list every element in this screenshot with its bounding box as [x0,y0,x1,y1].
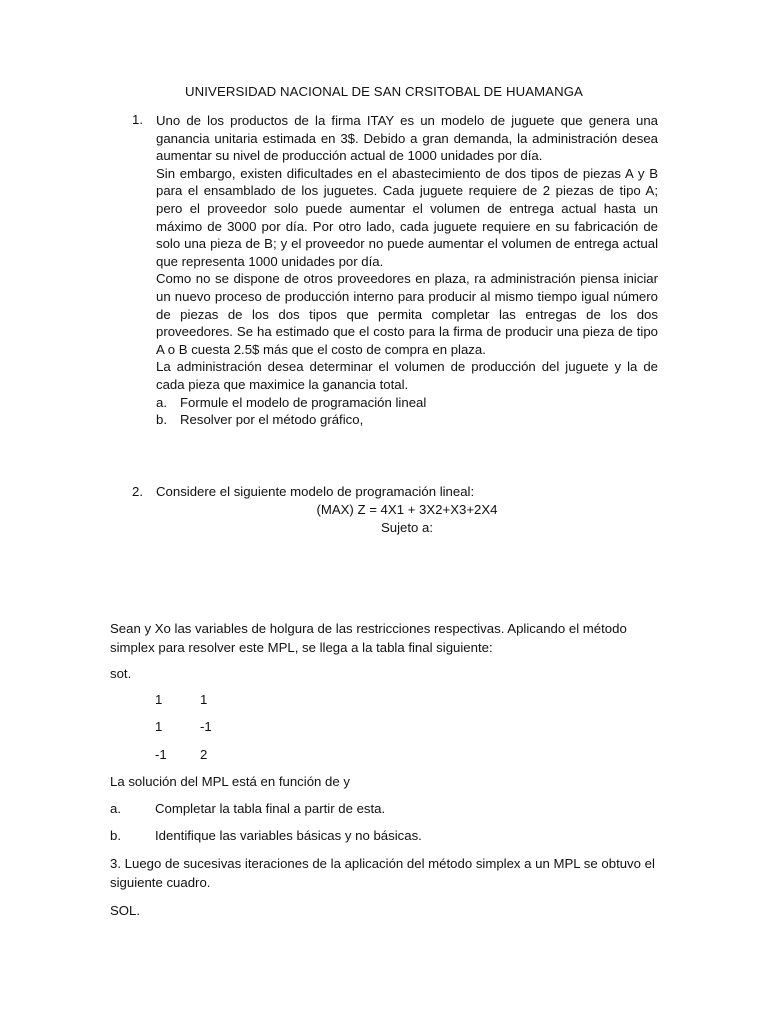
table-cell: 1 [155,719,163,734]
objective-function: (MAX) Z = 4X1 + 3X2+X3+2X4 [316,502,498,517]
sol-label: SOL. [110,903,141,918]
question-1-paragraph: La administración desea determinar el volumen de producción del juguete y la de cada pieza que maximice la ganancia total. [156,359,658,392]
question-3-text: 3. Luego de sucesivas iteraciones de la aplicación del método simplex a un MPL se obtuvo el siguiente cuadro. [110,856,655,890]
question-3 [110,855,670,892]
item-text: Formule el modelo de programación lineal [180,394,427,410]
item-label: a. [156,394,167,410]
table-cell: -1 [200,719,212,734]
table-cell: 1 [155,692,163,707]
table-cell: -1 [155,747,167,762]
item-label: b. [110,828,121,843]
slack-description [110,620,670,657]
slack-text: Sean y Xo las variables de holgura de las restricciones respectivas. Aplicando el método simplex para resolver este MPL, se llega a la tabla final siguiente: [110,621,627,655]
question-2-intro: Considere el siguiente modelo de programación lineal: [156,484,475,499]
question-1-paragraph: Uno de los productos de la firma ITAY es un modelo de juguete que genera una ganancia unitaria estimada en 3$. Debido a gran demanda, la administración desea aumentar su nivel de producción actual de 1000 unidades por día. [156,113,658,164]
item-text: Resolver por el método gráfico, [180,412,364,428]
question-1-item-a [156,394,658,412]
page-title: UNIVERSIDAD NACIONAL DE SAN CRSITOBAL DE HUAMANGA [185,84,583,99]
item-label: a. [110,801,121,816]
subject-to-label: Sujeto a: [380,520,434,535]
question-1-item-b [156,411,658,429]
question-1-number: 1. [132,112,143,127]
question-2-number: 2. [132,484,143,499]
question-1-paragraph: Como no se dispone de otros proveedores en plaza, ra administración piensa iniciar un nuevo proceso de producción interno para producir al mismo tiempo igual número de piezas de los dos tipos que permita completar las entregas de los dos proveedores. Se ha estimado que el costo para la firma de producir una pieza de tipo A o B cuesta 2.5$ más que el costo de compra en plaza. [156,271,658,357]
question-1 [132,112,658,429]
table-cell: 2 [200,747,208,762]
item-text: Identifique las variables básicas y no básicas. [155,828,422,843]
question-2 [132,484,658,499]
solution-text: La solución del MPL está en función de y [110,774,350,789]
sot-label: sot. [110,666,132,681]
question-1-paragraph: Sin embargo, existen dificultades en el abastecimiento de dos tipos de piezas A y B para el ensamblado de los juguetes. Cada juguete requiere de 2 piezas de tipo A; pero el proveedor solo puede aumentar el volumen de entrega actual hasta un máximo de 3000 por día. Por otro lado, cada juguete requiere en su fabricación de solo una pieza de B; y el proveedor no puede aumentar el volumen de entrega actual que representa 1000 unidades por día. [156,165,658,269]
table-cell: 1 [200,692,208,707]
item-label: b. [156,412,167,428]
item-text: Completar la tabla final a partir de esta. [155,801,386,816]
